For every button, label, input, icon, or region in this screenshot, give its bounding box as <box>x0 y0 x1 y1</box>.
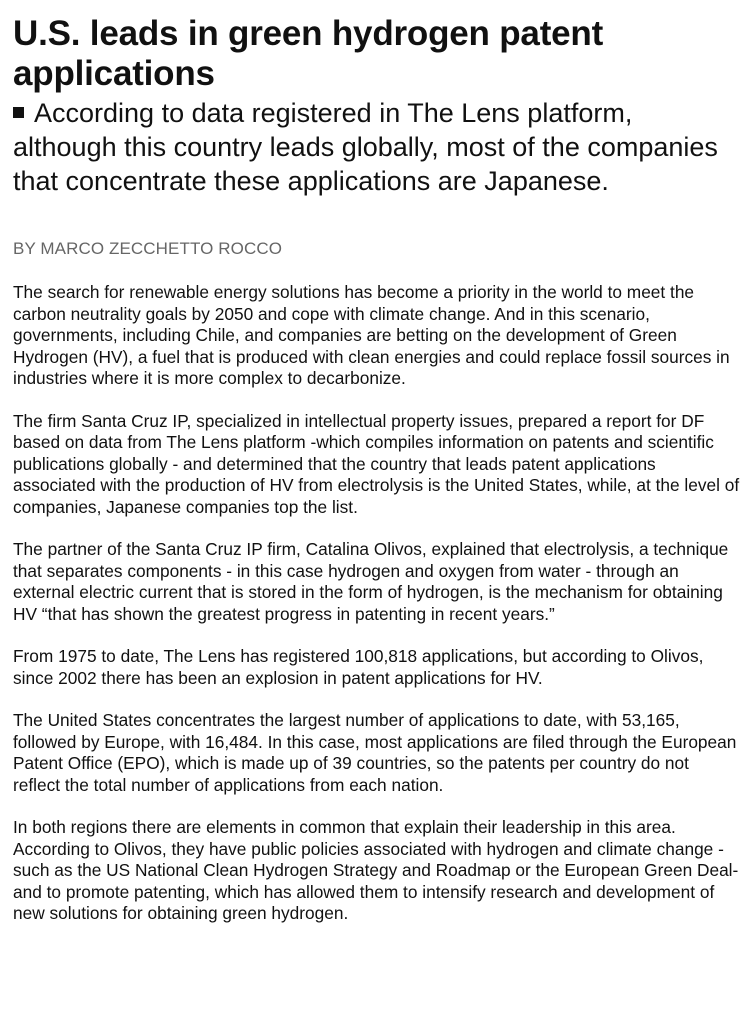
body-paragraph-1: The search for renewable energy solutions has become a priority in the world to meet the carbon neutrality goals by 2050 and cope with climate change. And in this scenario, governments, including Chile, and companies are betting on the development of Green Hydrogen (HV), a fuel that is produced with clean energies and could replace fossil sources in industries where it is more complex to decarbonize. <box>13 282 730 388</box>
body-paragraph-3: The partner of the Santa Cruz IP firm, Catalina Olivos, explained that electrolysis, a technique that separates components - in this case hydrogen and oxygen from water - through an external electric current that is stored in the form of hydrogen, is the mechanism for obtaining HV “that has shown the greatest progress in patenting in recent years.” <box>13 539 729 624</box>
article-lede <box>13 96 740 198</box>
body-paragraph-5: The United States concentrates the largest number of applications to date, with 53,165, followed by Europe, with 16,484. In this case, most applications are filed through the European Patent Office (EPO), which is made up of 39 countries, so the patents per country do not reflect the total number of applications from each nation. <box>13 710 737 795</box>
square-bullet-icon <box>13 107 24 118</box>
body-paragraph-6: In both regions there are elements in common that explain their leadership in this area. According to Olivos, they have public policies associated with hydrogen and climate change -such as the US National Clean Hydrogen Strategy and Roadmap or the European Green Deal- and to promote patenting, which has allowed them to intensify research and development of new solutions for obtaining green hydrogen. <box>13 817 739 923</box>
body-paragraph-4: From 1975 to date, The Lens has registered 100,818 applications, but according to Olivos, since 2002 there has been an explosion in patent applications for HV. <box>13 646 704 688</box>
article-body <box>13 282 740 925</box>
article-byline: BY MARCO ZECCHETTO ROCCO <box>13 239 283 258</box>
body-paragraph-2: The firm Santa Cruz IP, specialized in intellectual property issues, prepared a report for DF based on data from The Lens platform -which compiles information on patents and scientific publications globally - and determined that the country that leads patent applications associated with the production of HV from electrolysis is the United States, while, at the level of companies, Japanese companies top the list. <box>13 410 740 517</box>
article-lede-text: According to data registered in The Lens platform, although this country leads globally, most of the companies that concentrate these applications are Japanese. <box>13 98 718 196</box>
article-headline: U.S. leads in green hydrogen patent applications <box>13 14 604 93</box>
